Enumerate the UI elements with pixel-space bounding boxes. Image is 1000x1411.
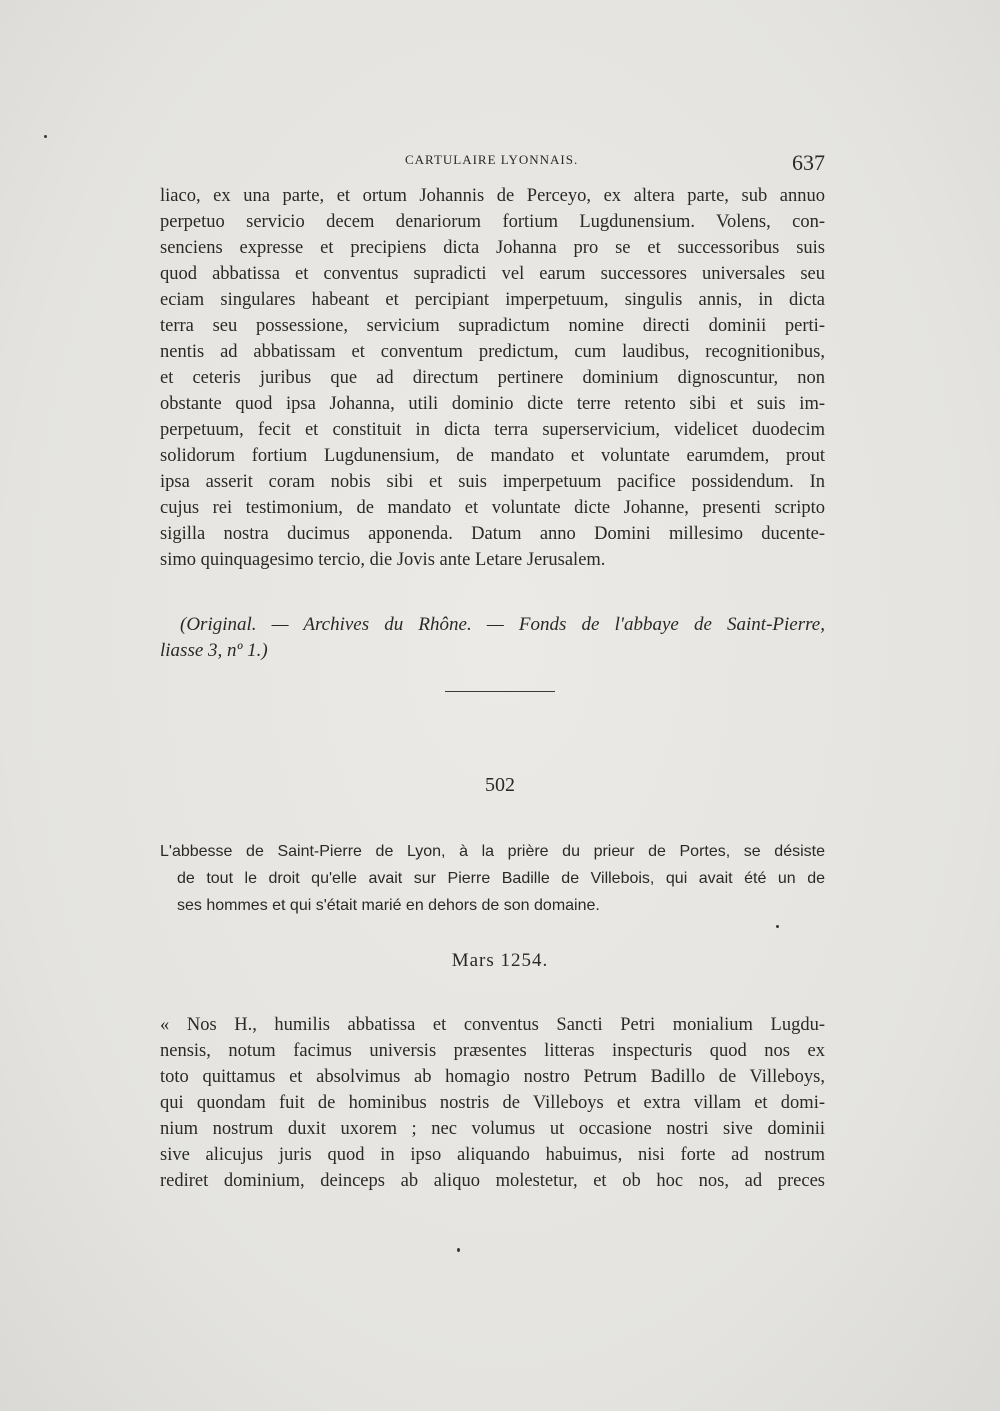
text-line: terra seu possessione, servicium supradictum nomine directi dominii perti- bbox=[160, 316, 825, 336]
summary-line: L'abbesse de Saint-Pierre de Lyon, à la prière du prieur de Portes, se désiste bbox=[160, 843, 825, 860]
document-number: 502 bbox=[485, 774, 515, 796]
text-line: obstante quod ipsa Johanna, utili dominio dicte terre retento sibi et suis im- bbox=[160, 394, 825, 414]
source-note bbox=[160, 612, 825, 664]
text-line: rediret dominium, deinceps ab aliquo molestetur, et ob hoc nos, ad preces bbox=[160, 1171, 825, 1191]
text-line: senciens expresse et precipiens dicta Johanna pro se et successoribus suis bbox=[160, 238, 825, 258]
source-line: (Original. — Archives du Rhône. — Fonds de l'abbaye de Saint-Pierre, bbox=[180, 614, 825, 635]
text-line: eciam singulares habeant et percipiant imperpetuum, singulis annis, in dicta bbox=[160, 290, 825, 310]
text-line: solidorum fortium Lugdunensium, de mandato et voluntate earumdem, prout bbox=[160, 446, 825, 466]
text-line: cujus rei testimonium, de mandato et voluntate dicte Johanne, presenti scripto bbox=[160, 498, 825, 518]
text-line: quod abbatissa et conventus supradicti vel earum successores universales seu bbox=[160, 264, 825, 284]
text-line: toto quittamus et absolvimus ab homagio nostro Petrum Badillo de Villeboys, bbox=[160, 1067, 825, 1087]
text-line: sive alicujus juris quod in ipso aliquando habuimus, nisi forte ad nostrum bbox=[160, 1145, 825, 1165]
text-line: perpetuo servicio decem denariorum fortium Lugdunensium. Volens, con- bbox=[160, 212, 825, 232]
document-summary bbox=[160, 838, 825, 919]
document-date: Mars 1254. bbox=[451, 950, 549, 971]
text-line: nensis, notum facimus universis præsentes litteras inspecturis quod nos ex bbox=[160, 1041, 825, 1061]
text-line: perpetuum, fecit et constituit in dicta terra superservicium, videlicet duodecim bbox=[160, 420, 825, 440]
paper-speck bbox=[776, 925, 779, 928]
text-line: et ceteris juribus que ad directum pertinere dominium dignoscuntur, non bbox=[160, 368, 825, 388]
text-line: nentis ad abbatissam et conventum predictum, cum laudibus, recognitionibus, bbox=[160, 342, 825, 362]
page-number: 637 bbox=[792, 150, 825, 175]
charter-text bbox=[160, 1012, 825, 1194]
summary-line: ses hommes et qui s'était marié en dehors de son domaine. bbox=[177, 897, 600, 914]
running-title: CARTULAIRE LYONNAIS. bbox=[405, 152, 579, 167]
running-head bbox=[160, 150, 825, 180]
paper-speck bbox=[44, 135, 47, 138]
text-line: sigilla nostra ducimus apponenda. Datum anno Domini millesimo ducente- bbox=[160, 524, 825, 544]
text-line: nium nostrum duxit uxorem ; nec volumus ut occasione nostri sive dominii bbox=[160, 1119, 825, 1139]
text-line: liaco, ex una parte, et ortum Johannis de Perceyo, ex altera parte, sub annuo bbox=[160, 186, 825, 206]
text-line: qui quondam fuit de hominibus nostris de Villeboys et extra villam et domi- bbox=[160, 1093, 825, 1113]
summary-line: de tout le droit qu'elle avait sur Pierre Badille de Villebois, qui avait été un de bbox=[177, 870, 825, 887]
text-line: simo quinquagesimo tercio, die Jovis ante Letare Jerusalem. bbox=[160, 550, 606, 570]
paragraph-continuation bbox=[160, 183, 825, 573]
text-line: « Nos H., humilis abbatissa et conventus Sancti Petri monialium Lugdu- bbox=[160, 1015, 825, 1035]
paper-speck bbox=[457, 1248, 460, 1252]
text-line: ipsa asserit coram nobis sibi et suis imperpetuum pacifice possidendum. In bbox=[160, 472, 825, 492]
source-line: liasse 3, nº 1.) bbox=[160, 640, 268, 661]
section-divider bbox=[445, 691, 555, 692]
